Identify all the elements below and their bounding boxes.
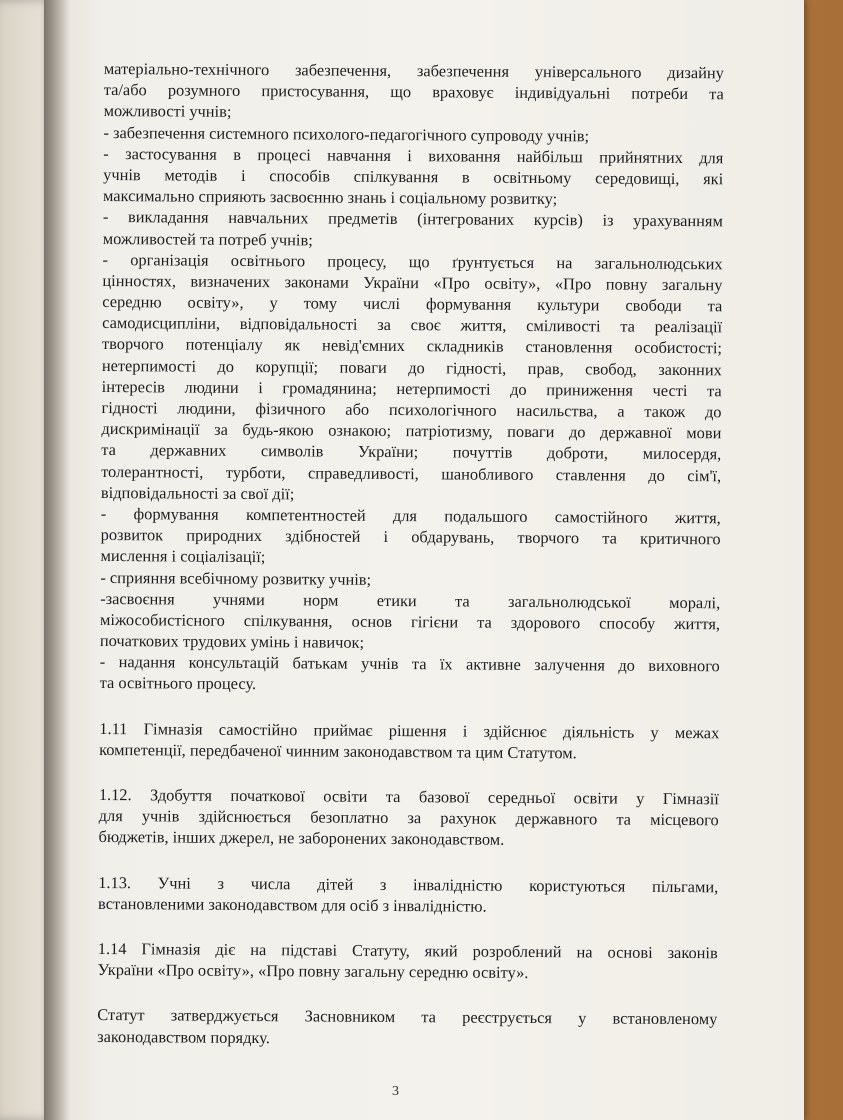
- list-text-line: - формування компетентностей для подальшого самостійного життя,: [100, 503, 721, 528]
- list-text-line: творчого потенціалу як невід'ємних складників становлення особистості;: [101, 334, 723, 358]
- list-text-line: відповідальності за свої дії;: [100, 482, 295, 504]
- education-goals-list: [100, 58, 724, 698]
- document-body: [97, 58, 724, 1051]
- paragraph-1-12-line: 1.12. Здобуття початкової освіти та базової середньої освіти у Гімназії: [98, 784, 719, 809]
- list-text-line: гідності людини, фізичного або психологічного насильства, а також до: [101, 397, 722, 422]
- list-text-line: - надання консультацій батькам учнів та їх активне залучення до виховного: [99, 652, 720, 676]
- paragraph-1-11-line: 1.11 Гімназія самостійно приймає рішення і здійснює діяльність у межах: [99, 718, 720, 742]
- list-text-line: нетерпимості до корупції; поваги до гідності, прав, свобод, законних: [101, 355, 722, 379]
- list-text-line: самодисципліни, відповідальності за своє життя, сміливості та реалізації: [102, 313, 723, 337]
- list-text-line: цінностях, визначених законами України «Про освіту», «Про повну загальну: [102, 270, 723, 295]
- binding-shadow: [44, 0, 70, 1120]
- list-text-line: можливостей та потреб учнів;: [102, 228, 313, 249]
- list-text-line: - застосування в процесі навчання і виховання найбільш прийнятних для: [103, 143, 724, 168]
- paragraph-1-14-line: 1.14 Гімназія діє на підставі Статуту, який розроблений на основі законів: [97, 938, 718, 963]
- page-number: 3: [392, 1084, 399, 1099]
- list-text-line: та освітнього процесу.: [99, 673, 257, 694]
- list-text-line: - забезпечення системного психолого-педагогічного супроводу учнів;: [103, 122, 590, 145]
- paragraph-1-14-line: України «Про освіту», «Про повну загальну середню освіту».: [97, 960, 529, 983]
- list-text-line: міжособистісного спілкування, основ гігієни та здорового способу життя,: [100, 609, 721, 634]
- list-text-line: розвиток природних здібностей і обдарувань, творчого та критичного: [100, 525, 721, 549]
- list-text-line: та/або розумного пристосування, що враховує індивідуальні потреби та: [103, 80, 724, 104]
- list-text-line: мислення і соціалізації;: [100, 546, 266, 567]
- list-text-line: толерантності, турботи, справедливості, шанобливого ставлення до сім'ї,: [101, 461, 722, 485]
- list-text-line: матеріально-технічного забезпечення, забезпечення універсального дизайну: [103, 58, 724, 83]
- list-text-line: - організація освітнього процесу, що ґрунтується на загальнолюдських: [102, 249, 723, 274]
- list-text-line: початкових трудових умінь і навичок;: [99, 631, 365, 652]
- paragraph-1-13-line: 1.13. Учні з числа дітей з інвалідністю користуються пільгами,: [98, 872, 719, 896]
- paragraph-1-13-line: встановленими законодавством для осіб з інвалідністю.: [98, 893, 487, 916]
- list-text-line: дискримінації за будь-якою ознакою; патріотизму, поваги до державної мови: [101, 419, 722, 443]
- paragraph-1-11-line: компетенції, передбаченої чинним законодавством та цим Статутом.: [99, 739, 577, 763]
- list-text-line: учнів методів і способів спілкування в освітньому середовищі, які: [103, 164, 724, 189]
- list-text-line: середню освіту», у тому числі формування культури свободи та: [102, 292, 723, 316]
- list-text-line: можливості учнів;: [103, 101, 232, 122]
- paragraph-1-12-line: для учнів здійснюється безоплатно за рахунок державного та місцевого: [98, 806, 719, 830]
- list-text-line: інтересів людини і громадянина; нетерпимості до приниження честі та: [101, 376, 722, 401]
- closing-statement-line: Статут затверджується Засновником та реєструється у встановленому: [97, 1005, 718, 1029]
- list-text-line: - сприяння всебічному розвитку учнів;: [100, 567, 372, 589]
- paragraph-1-12-line: бюджетів, інших джерел, не заборонених законодавством.: [98, 827, 505, 850]
- list-text-line: максимально сприяють засвоєнню знань і соціальному розвитку;: [102, 186, 558, 209]
- list-text-line: та державних символів України; почуттів доброти, милосердя,: [101, 440, 722, 464]
- list-text-line: -засвоєння учнями норм етики та загальнолюдської моралі,: [100, 588, 721, 613]
- closing-statement-line: законодавством порядку.: [97, 1026, 270, 1047]
- list-text-line: - викладання навчальних предметів (інтегрованих курсів) із урахуванням: [102, 207, 723, 231]
